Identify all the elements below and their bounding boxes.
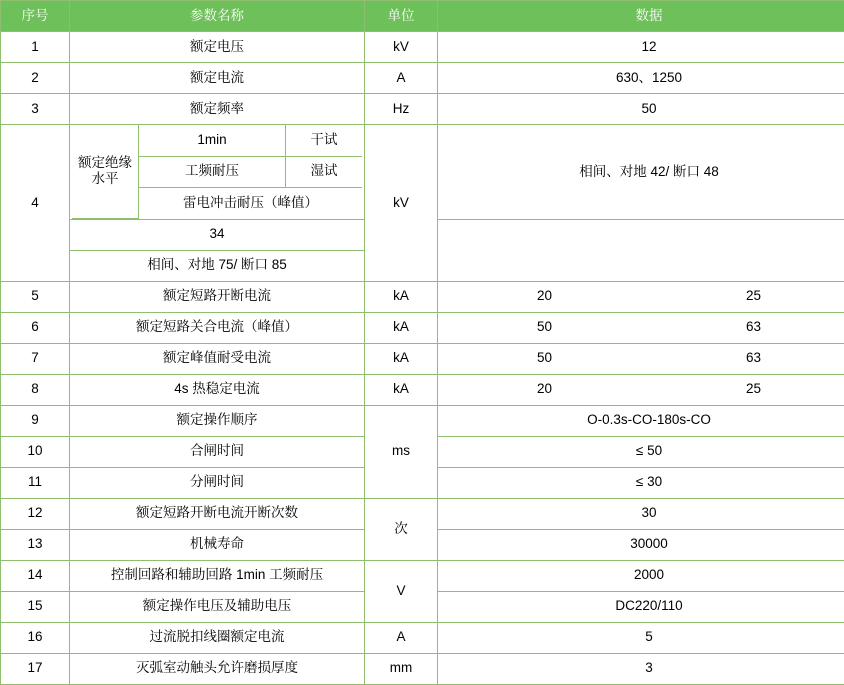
row-no: 4 bbox=[1, 125, 70, 282]
row-unit: A bbox=[365, 63, 438, 94]
table-row bbox=[1, 281, 844, 312]
row-unit: 次 bbox=[365, 498, 438, 560]
table-row bbox=[1, 312, 844, 343]
row-data bbox=[438, 281, 844, 312]
column-header-parameter-name: 参数名称 bbox=[70, 1, 365, 32]
header-row bbox=[1, 1, 844, 32]
insulation-qualifier-dry: 干试 bbox=[286, 125, 363, 156]
row-no: 10 bbox=[1, 436, 70, 467]
row-no: 2 bbox=[1, 63, 70, 94]
row-parameter-name: 控制回路和辅助回路 1min 工频耐压 bbox=[70, 560, 365, 591]
table-row bbox=[1, 653, 844, 684]
row-data: 相间、对地 75/ 断口 85 bbox=[70, 250, 365, 281]
row-data bbox=[438, 374, 844, 405]
insulation-nested-table bbox=[72, 125, 362, 219]
row-data-left: 20 bbox=[440, 282, 649, 312]
row-data bbox=[438, 343, 844, 374]
row-data: 3 bbox=[438, 653, 844, 684]
row-no: 5 bbox=[1, 281, 70, 312]
row-data: 30000 bbox=[438, 529, 844, 560]
row-parameter-name: 过流脱扣线圈额定电流 bbox=[70, 622, 365, 653]
row-no: 11 bbox=[1, 467, 70, 498]
row-data-left: 50 bbox=[440, 344, 649, 374]
row-data: 30 bbox=[438, 498, 844, 529]
insulation-group-cell bbox=[70, 125, 365, 220]
row-data: ≤ 50 bbox=[438, 436, 844, 467]
table-row bbox=[1, 32, 844, 63]
row-unit: kA bbox=[365, 312, 438, 343]
row-data-right: 63 bbox=[649, 313, 844, 343]
row-no: 1 bbox=[1, 32, 70, 63]
row-data: O-0.3s-CO-180s-CO bbox=[438, 405, 844, 436]
table-row bbox=[1, 560, 844, 591]
row-unit: mm bbox=[365, 653, 438, 684]
row-parameter-name: 额定短路关合电流（峰值） bbox=[70, 312, 365, 343]
row-data-right: 25 bbox=[649, 282, 844, 312]
row-data-left: 50 bbox=[440, 313, 649, 343]
row-parameter-name: 额定操作电压及辅助电压 bbox=[70, 591, 365, 622]
row-no: 15 bbox=[1, 591, 70, 622]
row-no: 9 bbox=[1, 405, 70, 436]
row-no: 6 bbox=[1, 312, 70, 343]
row-parameter-name: 额定峰值耐受电流 bbox=[70, 343, 365, 374]
table-row bbox=[1, 405, 844, 436]
row-data: 2000 bbox=[438, 560, 844, 591]
row-no: 8 bbox=[1, 374, 70, 405]
table-header bbox=[1, 1, 844, 32]
row-data: 5 bbox=[438, 622, 844, 653]
row-parameter-name: 合闸时间 bbox=[70, 436, 365, 467]
row-parameter-name: 额定电压 bbox=[70, 32, 365, 63]
row-no: 3 bbox=[1, 94, 70, 125]
insulation-qualifier-wet: 湿试 bbox=[286, 156, 363, 187]
row-data: 34 bbox=[70, 219, 365, 250]
table-row bbox=[1, 343, 844, 374]
row-unit: ms bbox=[365, 405, 438, 498]
insulation-sub-name-2: 工频耐压 bbox=[139, 156, 286, 187]
row-parameter-name: 额定频率 bbox=[70, 94, 365, 125]
row-parameter-name: 额定操作顺序 bbox=[70, 405, 365, 436]
row-data-right: 63 bbox=[649, 344, 844, 374]
row-unit: kV bbox=[365, 32, 438, 63]
row-parameter-name: 额定短路开断电流开断次数 bbox=[70, 498, 365, 529]
row-parameter-name: 额定电流 bbox=[70, 63, 365, 94]
row-data: 50 bbox=[438, 94, 844, 125]
table-row-insulation-1 bbox=[1, 125, 844, 220]
column-header-no: 序号 bbox=[1, 1, 70, 32]
row-data: DC220/110 bbox=[438, 591, 844, 622]
row-unit: Hz bbox=[365, 94, 438, 125]
row-no: 7 bbox=[1, 343, 70, 374]
row-data: 12 bbox=[438, 32, 844, 63]
row-parameter-name: 额定短路开断电流 bbox=[70, 281, 365, 312]
column-header-unit: 单位 bbox=[365, 1, 438, 32]
row-no: 13 bbox=[1, 529, 70, 560]
table-row bbox=[1, 94, 844, 125]
row-unit: kA bbox=[365, 281, 438, 312]
row-no: 12 bbox=[1, 498, 70, 529]
row-data: ≤ 30 bbox=[438, 467, 844, 498]
table-body bbox=[1, 32, 844, 685]
insulation-sub-name-3: 雷电冲击耐压（峰值） bbox=[139, 187, 363, 218]
column-header-data: 数据 bbox=[438, 1, 844, 32]
row-unit: kV bbox=[365, 125, 438, 282]
row-parameter-name: 灭弧室动触头允许磨损厚度 bbox=[70, 653, 365, 684]
row-parameter-name: 分闸时间 bbox=[70, 467, 365, 498]
row-data-right: 25 bbox=[649, 375, 844, 405]
row-unit: kA bbox=[365, 374, 438, 405]
row-no: 14 bbox=[1, 560, 70, 591]
insulation-group-label: 额定绝缘水平 bbox=[72, 125, 139, 218]
row-parameter-name: 机械寿命 bbox=[70, 529, 365, 560]
row-no: 16 bbox=[1, 622, 70, 653]
table-row bbox=[1, 622, 844, 653]
row-unit: V bbox=[365, 560, 438, 622]
row-unit: kA bbox=[365, 343, 438, 374]
table-row bbox=[1, 63, 844, 94]
row-data: 630、1250 bbox=[438, 63, 844, 94]
row-unit: A bbox=[365, 622, 438, 653]
table-row bbox=[1, 374, 844, 405]
row-data: 相间、对地 42/ 断口 48 bbox=[438, 125, 844, 220]
row-data-left: 20 bbox=[440, 375, 649, 405]
row-no: 17 bbox=[1, 653, 70, 684]
insulation-sub-name-1: 1min bbox=[139, 125, 286, 156]
row-data bbox=[438, 312, 844, 343]
table-row bbox=[1, 498, 844, 529]
row-parameter-name: 4s 热稳定电流 bbox=[70, 374, 365, 405]
